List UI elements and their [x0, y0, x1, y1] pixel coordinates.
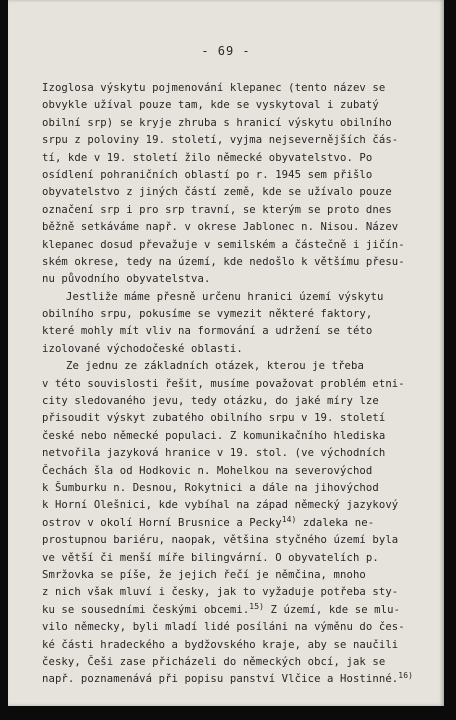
text-line-content: obvykle užíval pouze tam, kde se vyskytoval i zubatý: [42, 99, 379, 112]
text-line: [42, 271, 442, 288]
text-line-content: k Horní Olešnici, kde vybíhal na západ německý jazykový: [42, 499, 399, 512]
text-line: [42, 97, 442, 114]
text-line: [42, 584, 442, 601]
text-line-content: ké části hradeckého a bydžovského kraje, aby se naučili: [42, 638, 399, 651]
text-line-content: označení srp i pro srp travní, se kterým se proto dnes: [42, 203, 392, 216]
text-line-content: běžně setkáváme např. v okrese Jablonec n. Nisou. Název: [42, 221, 399, 234]
text-line: [42, 237, 442, 254]
text-line: [42, 376, 442, 393]
text-line-content: česky, Češi zase přicházeli do německých obcí, jak se: [42, 655, 386, 668]
footnote-marker: 16): [398, 671, 414, 681]
text-line-content: Jestliže máme přesně určenu hranici území výskytu: [66, 290, 384, 303]
text-line-content: izolované východočeské oblasti.: [42, 342, 243, 355]
text-line: [42, 202, 442, 219]
text-line-content: ském okrese, tedy na území, kde nedošlo k většímu přesu-: [42, 255, 405, 268]
text-line-content: obilní srp) se kryje zhruba s hranicí výskytu obilního: [42, 116, 392, 129]
text-line-content: české nebo německé populaci. Z komunikačního hlediska: [42, 429, 386, 442]
text-line: [42, 428, 442, 445]
text-line-content: ku se sousedními českými obcemi.: [42, 603, 250, 616]
text-line: [42, 637, 442, 654]
text-line-content: Izoglosa výskytu pojmenování klepanec (tento název se: [42, 82, 386, 94]
text-line-content: z nich však mluví i česky, jak to vyžaduje potřeba sty-: [42, 586, 399, 599]
document-page: [8, 0, 444, 706]
text-line: [42, 671, 442, 688]
text-line: [42, 289, 442, 306]
text-line: [42, 132, 442, 149]
text-line: [42, 341, 442, 358]
text-line-content: obilního srpu, pokusíme se vymezit některé faktory,: [42, 308, 373, 321]
text-line-content: city sledovaného jevu, tedy otázku, do jaké míry lze: [42, 395, 379, 408]
body-text: [42, 80, 442, 689]
text-line-content: nu původního obyvatelstva.: [42, 273, 211, 286]
text-line-content: tí, kde v 19. století žilo německé obyvatelstvo. Po: [42, 151, 373, 164]
text-line-content: netvořila jazyková hranice v 19. stol. (ve východních: [42, 447, 386, 460]
text-line: [42, 150, 442, 167]
footnote-marker: 15): [249, 601, 265, 611]
text-line-content: Čechách šla od Hodkovic n. Mohelkou na severovýchod: [42, 464, 373, 477]
text-line-content: obyvatelstvo z jiných částí země, kde se užívalo pouze: [42, 186, 392, 199]
text-line: [42, 254, 442, 271]
footnote-marker: 14): [281, 514, 297, 524]
text-line-content: vilo německy, byli mladí lidé posíláni na výměnu do čes-: [42, 621, 405, 634]
text-line: [42, 184, 442, 201]
text-line: [42, 619, 442, 636]
text-line: [42, 167, 442, 184]
text-line-content: srpu z poloviny 19. století, vyjma nejsevernějších čás-: [42, 134, 399, 147]
text-line-continuation: zdaleka ne-: [296, 516, 375, 529]
text-line-content: osídlení pohraničních oblastí po r. 1945 sem přišlo: [42, 168, 373, 181]
text-line: [42, 115, 442, 132]
text-line-content: klepanec dosud převažuje v semilském a částečně i jičín-: [42, 238, 405, 251]
text-line-content: ostrov v okolí Horní Brusnice a Pecky: [42, 516, 282, 529]
text-line-continuation: Z území, kde se mlu-: [264, 603, 401, 616]
text-line-content: k Šumburku n. Desnou, Rokytnici a dále na jihovýchod: [42, 481, 379, 494]
text-line: [42, 550, 442, 567]
text-line-content: přisoudit výskyt zubatého obilního srpu v 19. století: [42, 412, 386, 425]
text-line: [42, 602, 442, 619]
text-line: [42, 532, 442, 549]
text-line: [42, 515, 442, 532]
text-line-content: prostupnou bariéru, naopak, většina styčného území byla: [42, 534, 399, 547]
text-line: [42, 567, 442, 584]
text-line: [42, 480, 442, 497]
text-line: [42, 497, 442, 514]
text-line-content: které mohly mít vliv na formování a udržení se této: [42, 325, 373, 338]
text-line: [42, 393, 442, 410]
page-number: - 69 -: [201, 44, 251, 58]
text-line-content: např. poznamenává při popisu panství Vlčice a Hostinné.: [42, 673, 399, 686]
text-line-content: Ze jednu ze základních otázek, kterou je třeba: [66, 360, 364, 373]
text-line-content: Smržovka se píše, že jejich řečí je němčina, mnoho: [42, 568, 366, 581]
text-line: [42, 323, 442, 340]
text-line-content: v této souvislosti řešit, musíme považovat problém etni-: [42, 377, 405, 390]
text-line: [42, 306, 442, 323]
text-line: [42, 80, 442, 97]
text-line: [42, 358, 442, 375]
text-line: [42, 445, 442, 462]
text-line: [42, 463, 442, 480]
text-line: [42, 654, 442, 671]
text-line-content: ve větší či menší míře bilingvární. O obyvatelích p.: [42, 551, 379, 564]
text-line: [42, 219, 442, 236]
text-line: [42, 410, 442, 427]
